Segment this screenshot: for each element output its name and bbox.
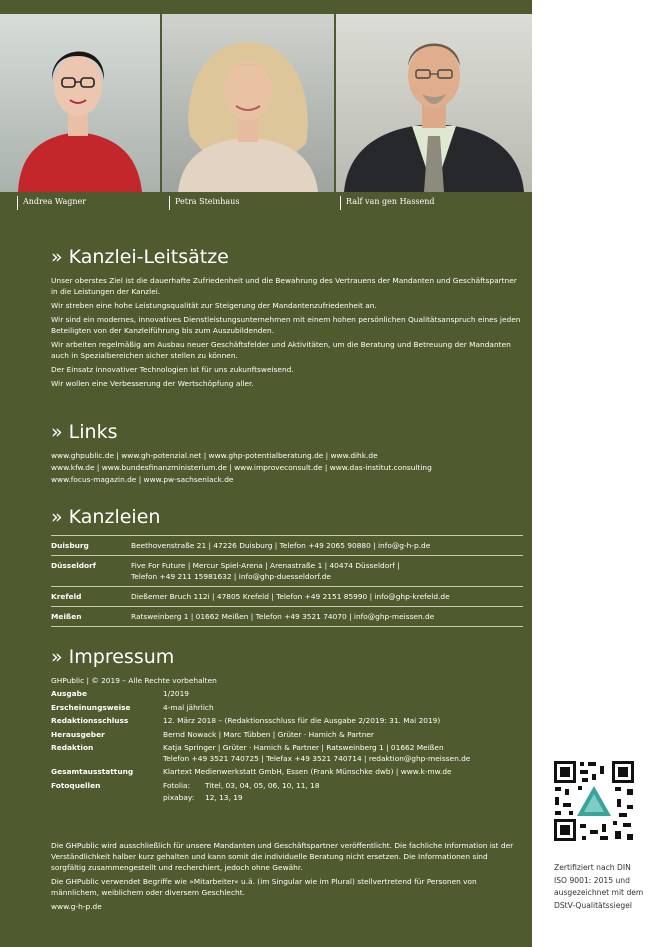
impressum-label: Herausgeber (51, 729, 105, 739)
paragraph: Unser oberstes Ziel ist die dauerhafte Zufriedenheit und die Bewahrung des Vertrauens der Mandanten und Geschäftspartner in die Leistungen der Kanzlei. (51, 276, 517, 296)
table-row (51, 702, 523, 716)
section-title: » Kanzleien (51, 506, 161, 528)
foto-pages: Titel, 03, 04, 05, 06, 10, 11, 18 (205, 780, 320, 790)
portrait-photo (0, 14, 160, 192)
paragraph: Wir streben eine hohe Leistungsqualität zur Steigerung der Mandantenzufriedenheit an. (51, 301, 377, 310)
foto-source: Fotolia: (163, 780, 191, 790)
foto-pages: 12, 13, 19 (205, 793, 243, 802)
office-city: Duisburg (51, 536, 131, 556)
value-line: Katja Springer | Grüter · Hamich & Partner | Ratsweinberg 1 | 01662 Meißen (163, 743, 444, 752)
link-line[interactable]: www.focus-magazin.de | www.pw-sachsenlack.de (51, 475, 234, 484)
value-line (163, 781, 523, 792)
portrait-caption: Petra Steinhaus (169, 196, 239, 210)
table-row (51, 556, 523, 587)
office-address (131, 556, 523, 587)
office-city: Meißen (51, 607, 131, 627)
section-impressum (51, 645, 523, 806)
table-row (51, 607, 523, 627)
paragraph: Wir wollen eine Verbesserung der Wertschöpfung aller. (51, 379, 254, 388)
impressum-value: 12. März 2018 – (Redaktionsschluss für die Ausgabe 2/2019: 31. Mai 2019) (163, 716, 441, 725)
impressum-label: Fotoquellen (51, 780, 101, 790)
portrait-row (0, 14, 532, 192)
address-line: Five For Future | Mercur Spiel-Arena | Arenastraße 1 | 40474 Düsseldorf | (131, 561, 400, 570)
section-title: » Impressum (51, 646, 175, 668)
value-line: Telefon +49 3521 740725 | Telefax +49 3521 740714 | redaktion@ghp-meissen.de (163, 753, 471, 763)
table-row (51, 688, 523, 702)
section-title: » Links (51, 421, 118, 443)
office-address: Ratsweinberg 1 | 01662 Meißen | Telefon +49 3521 74070 | info@ghp-meissen.de (131, 607, 523, 627)
impressum-value: Klartext Medienwerkstatt GmbH, Essen (Frank Münschke dwb) | www.k-mw.de (163, 767, 452, 776)
paragraph: Die GHPublic wird ausschließlich für unsere Mandanten und Geschäftspartner veröffentlicht. Die fachliche Information ist der Verständlichkeit halber kurz gehalten und kann somit die individuelle Beratung nicht ersetzen. Die Informationen sind sorgfältig zusammengestellt und recherchiert, jedoch ohne Gewähr. (51, 841, 514, 872)
impressum-label: Erscheinungsweise (51, 702, 131, 712)
paragraph: Der Einsatz innovativer Technologien ist für uns zukunftsweisend. (51, 365, 294, 374)
value-line (163, 793, 523, 804)
table-row (51, 780, 523, 806)
portrait-photo (162, 14, 334, 192)
address-line: Telefon +49 211 15981632 | info@ghp-duesseldorf.de (131, 572, 331, 581)
cert-line: ausgezeichnet mit dem (554, 888, 644, 897)
paragraph: Wir sind ein modernes, innovatives Dienstleistungsunternehmen mit einem hohen persönlichen Qualitätsanspruch eines jeden Beteiligten von der Kanzleiführung bis zum Auszubildenden. (51, 315, 521, 335)
office-table (51, 535, 523, 627)
cert-line: Zertifiziert nach DIN (554, 863, 631, 872)
copyright: GHPublic | © 2019 – Alle Rechte vorbehalten (51, 676, 217, 685)
cert-line: DStV-Qualitätssiegel (554, 900, 632, 910)
table-row (51, 729, 523, 743)
qr-code-icon[interactable] (553, 760, 635, 842)
section-title: » Kanzlei-Leitsätze (51, 246, 229, 268)
office-city: Düsseldorf (51, 556, 131, 587)
impressum-value (163, 742, 523, 766)
table-row (51, 715, 523, 729)
impressum-value: 4-mal jährlich (163, 702, 214, 712)
impressum-value: 1/2019 (163, 689, 190, 698)
impressum-label: Redaktion (51, 743, 94, 752)
foto-source: pixabay: (163, 793, 195, 802)
website-link[interactable]: www.g-h-p.de (51, 902, 102, 911)
impressum-table (51, 688, 523, 806)
section-kanzleien (51, 505, 523, 627)
footer-notes (51, 840, 523, 915)
paragraph: Wir arbeiten regelmäßig am Ausbau neuer Geschäftsfelder und Aktivitäten, um die Beratung und Betreuung der Mandanten auch in Spezialbereichen sicher stellen zu können. (51, 340, 511, 360)
link-line[interactable]: www.kfw.de | www.bundesfinanzministerium.de | www.improveconsult.de | www.das-institut.consulting (51, 463, 432, 472)
impressum-label: Gesamtausstattung (51, 767, 134, 776)
portrait-caption: Andrea Wagner (17, 196, 86, 210)
link-line[interactable]: www.ghpublic.de | www.gh-potenzial.net | www.ghp-potentialberatung.de | www.dihk.de (51, 451, 378, 460)
impressum-value: Bernd Nowack | Marc Tübben | Grüter · Hamich & Partner (163, 729, 374, 739)
office-address: Dießemer Bruch 112i | 47805 Krefeld | Telefon +49 2151 85990 | info@ghp-krefeld.de (131, 587, 523, 607)
impressum-value (163, 780, 523, 806)
section-leitsaetze (51, 245, 523, 392)
certification-note (554, 862, 654, 912)
table-row (51, 742, 523, 766)
table-row (51, 536, 523, 556)
table-row (51, 587, 523, 607)
section-links (51, 420, 523, 486)
impressum-label: Redaktionsschluss (51, 716, 129, 725)
table-row (51, 766, 523, 780)
office-address: Beethovenstraße 21 | 47226 Duisburg | Telefon +49 2065 90880 | info@g-h-p.de (131, 536, 523, 556)
portrait-photo (336, 14, 532, 192)
portrait-caption: Ralf van gen Hassend (340, 196, 435, 210)
impressum-label: Ausgabe (51, 689, 87, 698)
cert-line: ISO 9001: 2015 und (554, 875, 630, 885)
office-city: Krefeld (51, 587, 131, 607)
paragraph: Die GHPublic verwendet Begriffe wie »Mitarbeiter« u.ä. (im Singular wie im Plural) stellvertretend für Personen von männlichem, weiblichem oder diversem Geschlecht. (51, 877, 477, 897)
